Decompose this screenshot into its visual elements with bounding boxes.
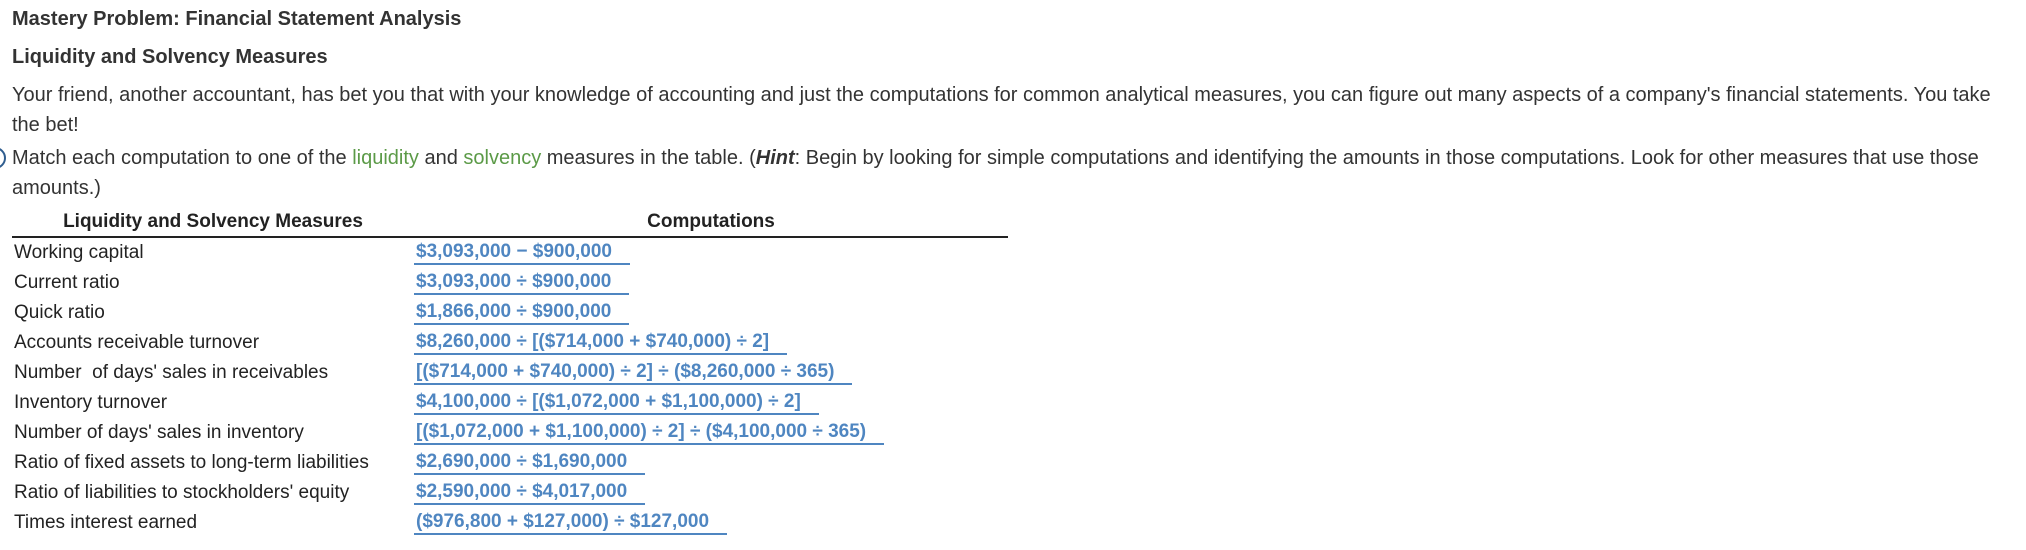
computation-dropdown[interactable]: $2,690,000 ÷ $1,690,000 (414, 451, 645, 475)
computation-dropdown[interactable]: $8,260,000 ÷ [($714,000 + $740,000) ÷ 2] (414, 331, 787, 355)
table-row (12, 508, 1008, 538)
measure-label: Ratio of liabilities to stockholders' equity (14, 482, 350, 503)
measure-label: Number of days' sales in receivables (14, 362, 329, 383)
computation-cell (414, 478, 1008, 508)
intro-paragraph: Your friend, another accountant, has bet you that with your knowledge of accounting and just the computations for common analytical measures, you can figure out many aspects of a company's financial statements. You take the bet! (12, 84, 1991, 136)
measure-label: Quick ratio (14, 302, 105, 323)
measure-label: Ratio of fixed assets to long-term liabilities (14, 452, 369, 473)
computation-cell (414, 358, 1008, 388)
table-header-row (12, 208, 1008, 237)
instructions-text-4: : Begin by looking for simple computations and identifying the amounts in those computations. Look for other measures that use those amounts.) (12, 147, 1979, 199)
table-row (12, 268, 1008, 298)
measure-label: Times interest earned (14, 512, 198, 533)
page-title: Mastery Problem: Financial Statement Analysis (12, 8, 462, 30)
section-subtitle: Liquidity and Solvency Measures (12, 46, 328, 68)
table-row (12, 237, 1008, 268)
question-marker-icon[interactable] (0, 147, 6, 169)
table-row (12, 448, 1008, 478)
computation-dropdown[interactable]: [($1,072,000 + $1,100,000) ÷ 2] ÷ ($4,100,000 ÷ 365) (414, 421, 884, 445)
instructions-text-2: and (418, 147, 464, 169)
computation-cell (414, 508, 1008, 538)
table-row (12, 358, 1008, 388)
table-row (12, 478, 1008, 508)
instructions-paragraph (12, 143, 2022, 203)
computation-cell (414, 418, 1008, 448)
measure-label: Working capital (14, 242, 144, 263)
computation-dropdown[interactable]: $3,093,000 ÷ $900,000 (414, 271, 629, 295)
solvency-term-link[interactable]: solvency (463, 147, 542, 169)
table-row (12, 418, 1008, 448)
computation-dropdown[interactable]: $3,093,000 − $900,000 (414, 241, 630, 265)
instructions-text-1: Match each computation to one of the (12, 147, 353, 169)
table-row (12, 328, 1008, 358)
table-row (12, 388, 1008, 418)
table-row (12, 298, 1008, 328)
computation-dropdown[interactable]: ($976,800 + $127,000) ÷ $127,000 (414, 511, 727, 535)
computation-dropdown[interactable]: $4,100,000 ÷ [($1,072,000 + $1,100,000) ÷ 2] (414, 391, 819, 415)
computation-column-header: Computations (414, 208, 1008, 237)
computation-cell (414, 328, 1008, 358)
hint-label: Hint (755, 147, 795, 169)
measure-column-header: Liquidity and Solvency Measures (12, 208, 414, 237)
computation-cell (414, 388, 1008, 418)
computation-cell (414, 268, 1008, 298)
computation-dropdown[interactable]: $1,866,000 ÷ $900,000 (414, 301, 629, 325)
computation-dropdown[interactable]: [($714,000 + $740,000) ÷ 2] ÷ ($8,260,000 ÷ 365) (414, 361, 852, 385)
measure-label: Accounts receivable turnover (14, 332, 260, 353)
computation-cell (414, 237, 1008, 268)
computation-cell (414, 448, 1008, 478)
computation-dropdown[interactable]: $2,590,000 ÷ $4,017,000 (414, 481, 645, 505)
computation-cell (414, 298, 1008, 328)
measures-table (12, 208, 1008, 538)
instructions-text-3: measures in the table. ( (541, 147, 756, 169)
measure-label: Number of days' sales in inventory (14, 422, 304, 443)
measure-label: Inventory turnover (14, 392, 168, 413)
measure-label: Current ratio (14, 272, 120, 293)
liquidity-term-link[interactable]: liquidity (352, 147, 419, 169)
